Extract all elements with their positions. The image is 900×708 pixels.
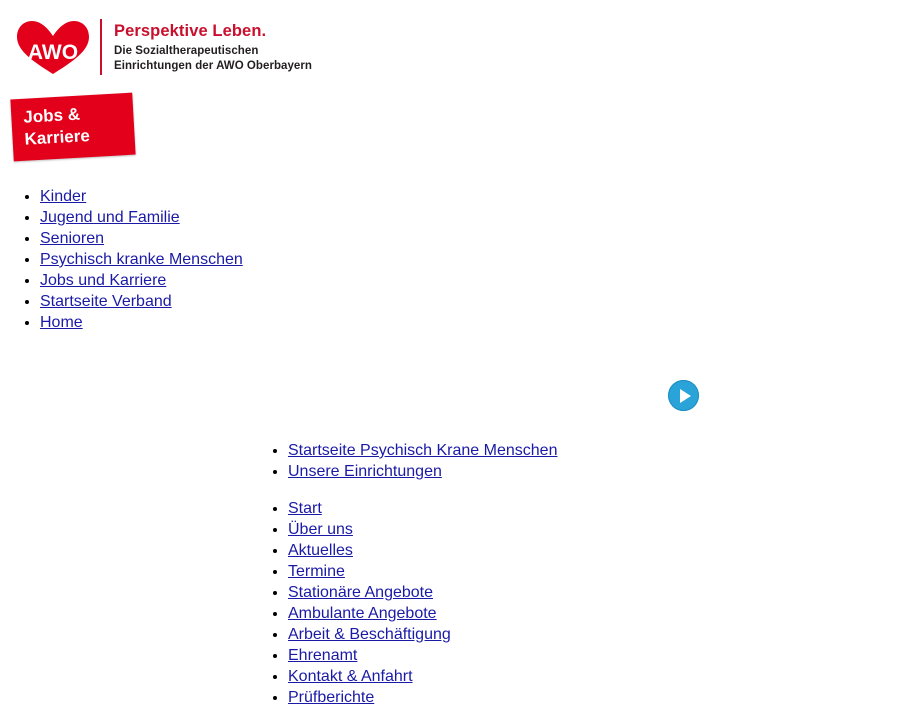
play-button[interactable] bbox=[668, 380, 699, 411]
section-navigation bbox=[240, 440, 860, 708]
subnav-item-arbeit-und-beschaeftigung[interactable]: Arbeit & Beschäftigung bbox=[288, 626, 451, 643]
list-item bbox=[288, 582, 860, 603]
subnav-item-kontakt-und-anfahrt[interactable]: Kontakt & Anfahrt bbox=[288, 668, 413, 685]
nav-item-senioren[interactable]: Senioren bbox=[40, 230, 105, 247]
subnav-item-start[interactable]: Start bbox=[288, 500, 322, 517]
section-navigation-list bbox=[240, 498, 860, 708]
subnav-item-unsere-einrichtungen[interactable]: Unsere Einrichtungen bbox=[288, 463, 442, 480]
subnav-item-termine[interactable]: Termine bbox=[288, 563, 345, 580]
jobs-karriere-badge[interactable] bbox=[10, 93, 135, 162]
list-item bbox=[40, 207, 860, 228]
list-item bbox=[40, 249, 860, 270]
list-item bbox=[40, 228, 860, 249]
list-item bbox=[288, 603, 860, 624]
nav-item-home[interactable]: Home bbox=[40, 314, 83, 331]
list-item bbox=[288, 561, 860, 582]
list-item bbox=[288, 461, 860, 482]
list-item bbox=[288, 687, 860, 708]
nav-item-psychisch-kranke-menschen[interactable]: Psychisch kranke Menschen bbox=[40, 251, 243, 268]
logo-divider bbox=[100, 19, 102, 75]
site-logo[interactable] bbox=[14, 18, 312, 76]
list-item bbox=[288, 624, 860, 645]
main-navigation bbox=[0, 186, 860, 333]
jobs-karriere-badge-label: Jobs & Karriere bbox=[22, 104, 91, 149]
list-item bbox=[288, 540, 860, 561]
list-item bbox=[40, 186, 860, 207]
nav-item-startseite-verband[interactable]: Startseite Verband bbox=[40, 293, 172, 310]
navigation-group-separator bbox=[240, 482, 860, 498]
list-item bbox=[288, 498, 860, 519]
list-item bbox=[40, 270, 860, 291]
section-navigation-top-list bbox=[240, 440, 860, 482]
nav-item-jugend-und-familie[interactable]: Jugend und Familie bbox=[40, 209, 180, 226]
subnav-item-ueber-uns[interactable]: Über uns bbox=[288, 521, 353, 538]
main-navigation-list bbox=[0, 186, 860, 333]
subnav-item-ehrenamt[interactable]: Ehrenamt bbox=[288, 647, 358, 664]
list-item bbox=[40, 312, 860, 333]
nav-item-kinder[interactable]: Kinder bbox=[40, 188, 87, 205]
subnav-item-ambulante-angebote[interactable]: Ambulante Angebote bbox=[288, 605, 437, 622]
svg-text:AWO: AWO bbox=[27, 41, 79, 64]
list-item bbox=[288, 440, 860, 461]
logo-subtitle-line-2: Einrichtungen der AWO Oberbayern bbox=[114, 59, 312, 72]
subnav-item-pruefberichte[interactable]: Prüfberichte bbox=[288, 689, 375, 706]
subnav-item-startseite-psychisch-kranke-menschen[interactable]: Startseite Psychisch Krane Menschen bbox=[288, 442, 558, 459]
nav-item-jobs-und-karriere[interactable]: Jobs und Karriere bbox=[40, 272, 167, 289]
play-triangle-icon bbox=[680, 389, 691, 403]
awo-heart-icon bbox=[14, 18, 92, 76]
subnav-item-aktuelles[interactable]: Aktuelles bbox=[288, 542, 353, 559]
logo-claim: Perspektive Leben. bbox=[114, 21, 267, 40]
logo-subtitle-line-1: Die Sozialtherapeutischen bbox=[114, 44, 259, 57]
list-item bbox=[288, 645, 860, 666]
list-item bbox=[288, 666, 860, 687]
list-item bbox=[40, 291, 860, 312]
logo-text-block bbox=[114, 21, 312, 74]
list-item bbox=[288, 519, 860, 540]
subnav-item-stationaere-angebote[interactable]: Stationäre Angebote bbox=[288, 584, 434, 601]
